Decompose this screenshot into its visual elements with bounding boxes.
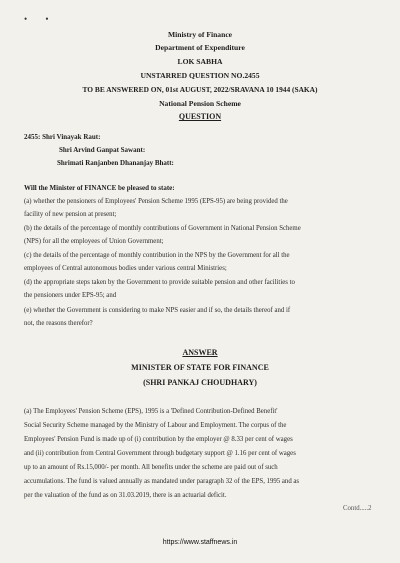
question-number: UNSTARRED QUESTION NO.2455 [140,71,260,80]
question-intro: Will the Minister of FINANCE be pleased to state: [24,184,175,192]
asker-2: Shri Arvind Ganpat Sawant: [59,146,146,154]
minister-title: MINISTER OF STATE FOR FINANCE [131,363,269,372]
source-url: https://www.staffnews.in [162,539,238,546]
answer-line: accumulations. The fund is valued annually as mandated under paragraph 32 of the EPS, 1995 and as [24,478,300,485]
answer-line: per the valuation of the fund as on 31.03.2019, there is an actuarial deficit. [24,492,227,499]
question-line: (c) the details of the percentage of monthly contribution in the NPS by the Government for all the [24,252,290,259]
subject-heading: National Pension Scheme [159,99,241,108]
page-marks: • • [24,14,57,24]
question-line: not, the reasons therefor? [24,320,93,327]
answer-date: TO BE ANSWERED ON, 01st AUGUST, 2022/SRAVANA 10 1944 (SAKA) [82,85,318,94]
answer-line: Social Security Scheme managed by the Ministry of Labour and Employment. The corpus of the [24,422,287,429]
continued-note: Contd.....2 [343,505,372,512]
answer-line: up to an amount of Rs.15,000/- per month. All benefits under the scheme are paid out of such [24,464,278,471]
answer-heading: ANSWER [182,348,218,357]
question-heading: QUESTION [178,112,222,121]
question-line: the pensioners under EPS-95; and [24,292,117,299]
question-line: (b) the details of the percentage of monthly contributions of Government in National Pension Scheme [24,225,301,232]
asker-1: 2455: Shri Vinayak Raut: [24,133,101,141]
department-heading: Department of Expenditure [155,43,245,52]
house-heading: LOK SABHA [177,57,223,66]
question-line: employees of Central autonomous bodies under various central Ministries; [24,265,227,272]
question-line: (NPS) for all the employees of Union Government; [24,238,164,245]
answer-line: Employees' Pension Fund is made up of (i) contribution by the employer @ 8.33 per cent of wages [24,436,293,443]
answer-line: and (ii) contribution from Central Government through budgetary support @ 1.16 per cent of wages [24,450,296,457]
question-line: (a) whether the pensioners of Employees' Pension Scheme 1995 (EPS-95) are being provided the [24,198,288,205]
question-line: facility of new pension at present; [24,211,117,218]
answer-line: (a) The Employees' Pension Scheme (EPS), 1995 is a 'Defined Contribution-Defined Benefit' [24,408,278,415]
minister-name: (SHRI PANKAJ CHOUDHARY) [143,378,257,387]
ministry-heading: Ministry of Finance [167,30,233,39]
question-line: (d) the appropriate steps taken by the Government to provide suitable pension and other facilities to [24,279,295,286]
question-line: (e) whether the Government is considering to make NPS easier and if so, the details thereof and if [24,307,291,314]
asker-3: Shrimati Ranjanben Dhananjay Bhatt: [57,159,174,167]
